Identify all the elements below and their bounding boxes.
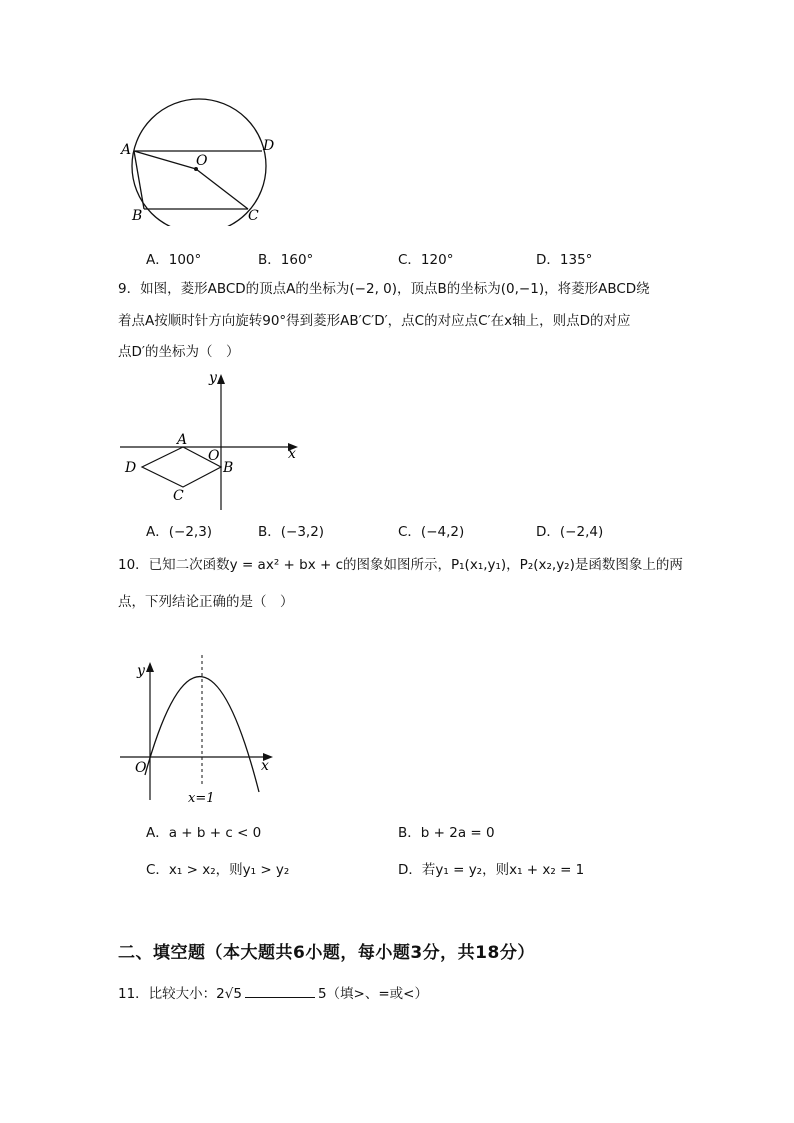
y-axis-arrow: [217, 374, 225, 384]
q9-option-c: C．(−4,2): [398, 524, 465, 540]
label-o: O: [135, 760, 147, 776]
q11-answer-blank[interactable]: [245, 985, 315, 998]
label-b: B: [132, 208, 143, 224]
label-y: y: [209, 370, 217, 386]
label-d: D: [125, 460, 137, 476]
q8-figure: [112, 96, 287, 226]
q10-option-c: C．x₁ > x₂，则y₁ > y₂: [146, 862, 290, 878]
label-o: O: [196, 153, 208, 169]
q8-option-b: B．160°: [258, 252, 314, 268]
segment-ab: [134, 151, 144, 209]
segment-ao: [134, 151, 196, 169]
q9-line-3: 点D′的坐标为（ ）: [118, 344, 240, 360]
q10-line-2: 点，下列结论正确的是（ ）: [118, 594, 294, 610]
label-b: B: [223, 460, 234, 476]
label-a: A: [177, 432, 188, 448]
label-c: C: [248, 208, 259, 224]
q9-option-a: A．(−2,3): [146, 524, 213, 540]
q10-option-b: B．b + 2a = 0: [398, 825, 495, 841]
q8-option-c: C．120°: [398, 252, 454, 268]
q11-prefix: 11．比较大小：2√5: [118, 986, 242, 1002]
q9-option-b: B．(−3,2): [258, 524, 325, 540]
q10-option-d: D．若y₁ = y₂，则x₁ + x₂ = 1: [398, 862, 585, 878]
label-a: A: [121, 142, 132, 158]
q10-figure: [115, 650, 280, 810]
label-axis: x=1: [188, 791, 215, 806]
label-x: x: [288, 446, 296, 462]
q9-line-1: 9．如图，菱形ABCD的顶点A的坐标为(−2, 0)，顶点B的坐标为(0,−1)，将菱形ABCD绕: [118, 281, 650, 297]
q9-figure: [115, 368, 310, 514]
label-d: D: [263, 138, 275, 154]
q8-option-d: D．135°: [536, 252, 593, 268]
q10-line-1: 10．已知二次函数y = ax² + bx + c的图象如图所示，P₁(x₁,y₁)，P₂(x₂,y₂)是函数图象上的两: [118, 557, 683, 573]
segment-oc: [196, 169, 248, 209]
q11: [118, 985, 428, 1002]
q9-line-2: 着点A按顺时针方向旋转90°得到菱形AB′C′D′，点C的对应点C′在x轴上，则点D的对应: [118, 313, 631, 329]
label-x: x: [261, 758, 269, 774]
section-2-title: 二、填空题（本大题共6小题，每小题3分，共18分）: [118, 943, 535, 963]
label-c: C: [173, 488, 184, 504]
label-y: y: [137, 663, 145, 679]
label-o: O: [208, 448, 220, 464]
y-axis-arrow: [146, 662, 154, 672]
q11-suffix: 5（填>、=或<）: [317, 986, 428, 1002]
q9-option-d: D．(−2,4): [536, 524, 604, 540]
q8-option-a: A．100°: [146, 252, 202, 268]
q10-option-a: A．a + b + c < 0: [146, 825, 262, 841]
